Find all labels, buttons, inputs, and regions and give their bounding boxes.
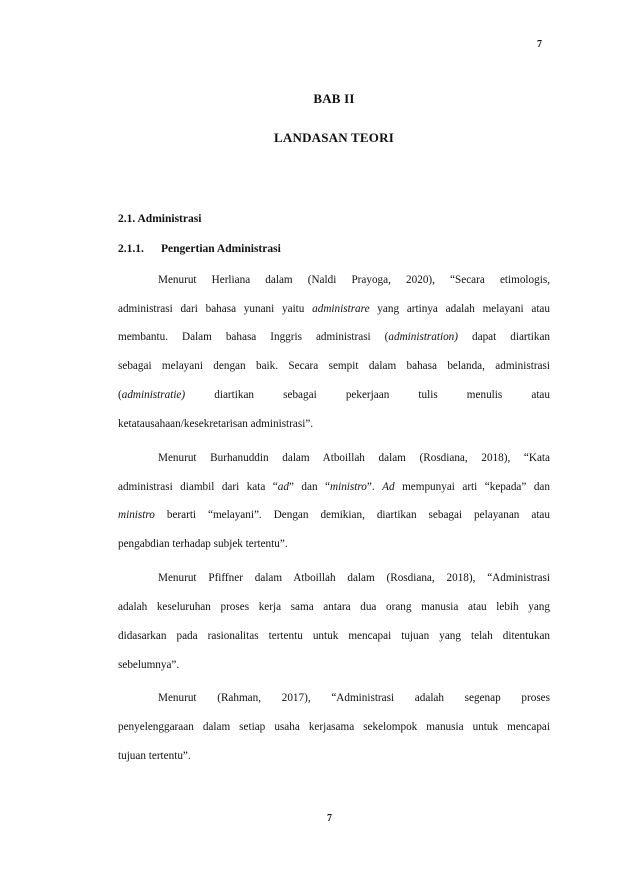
paragraph-3-line: Menurut Pfiffner dalam Atboillah dalam (Rosdiana, 2018), “Administrasi (158, 572, 550, 584)
paragraph-4-line: Menurut (Rahman, 2017), “Administrasi adalah segenap proses (158, 692, 550, 704)
paragraph-1-line: Menurut Herliana dalam (Naldi Prayoga, 2020), “Secara etimologis, (158, 274, 550, 286)
paragraph-3-line: didasarkan pada rasionalitas tertentu untuk mencapai tujuan yang telah ditentukan (118, 630, 550, 642)
section-number: 2.1. (118, 213, 136, 225)
paragraph-1-line: ketatausahaan/kesekretarisan administrasi”. (118, 418, 314, 430)
paragraph-1-line: (administratie) diartikan sebagai pekerjaan tulis menulis atau (118, 389, 550, 401)
paragraph-2-line: administrasi diambil dari kata “ad” dan “ministro”. Ad mempunyai arti “kepada” dan (118, 481, 550, 493)
paragraph-3-line: sebelumnya”. (118, 659, 180, 671)
paragraph-4-line: tujuan tertentu”. (118, 750, 191, 762)
paragraph-2-line: pengabdian terhadap subjek tertentu”. (118, 538, 288, 550)
section-title: Administrasi (137, 213, 202, 225)
paragraph-1-line: membantu. Dalam bahasa Inggris administrasi (administration) dapat diartikan (118, 331, 551, 343)
paragraph-2-line: ministro berarti “melayani”. Dengan demikian, diartikan sebagai pelayanan atau (118, 509, 550, 521)
subsection-number: 2.1.1. (118, 243, 144, 255)
subsection-title: Pengertian Administrasi (161, 243, 281, 255)
paragraph-3-line: adalah keseluruhan proses kerja sama antara dua orang manusia atau lebih yang (118, 601, 550, 613)
paragraph-1-line: administrasi dari bahasa yunani yaitu administrare yang artinya adalah melayani atau (118, 303, 550, 315)
chapter-heading: BAB II (313, 91, 355, 106)
page-number-bottom: 7 (327, 813, 332, 824)
page-number-top: 7 (537, 39, 542, 50)
section-heading (118, 213, 201, 225)
chapter-title: LANDASAN TEORI (274, 130, 394, 145)
paragraph-4-line: penyelenggaraan dalam setiap usaha kerjasama sekelompok manusia untuk mencapai (118, 721, 550, 733)
subsection-heading (118, 243, 281, 255)
paragraph-1-line: sebagai melayani dengan baik. Secara sempit dalam bahasa belanda, administrasi (118, 360, 550, 372)
paragraph-2-line: Menurut Burhanuddin dalam Atboillah dalam (Rosdiana, 2018), “Kata (158, 452, 550, 464)
